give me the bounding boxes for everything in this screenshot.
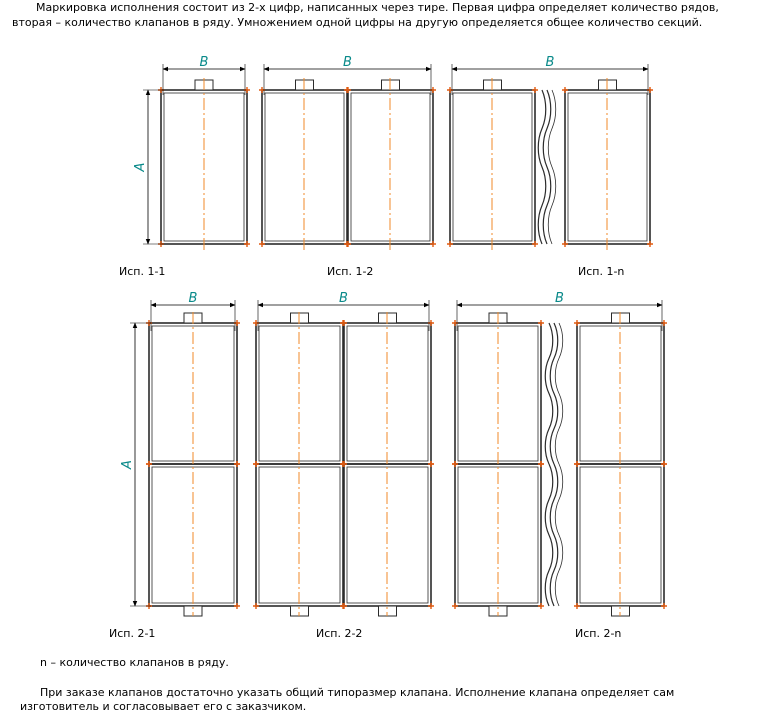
corner-mark xyxy=(430,241,436,247)
note-order-line-2: изготовитель и согласовывает его с заказчиком. xyxy=(20,700,307,713)
dimension-label-height: A xyxy=(120,460,135,469)
note-n-definition: n – количество клапанов в ряду. xyxy=(40,656,229,669)
break-line xyxy=(555,323,563,464)
caption-isp-2-n: Исп. 2-n xyxy=(575,627,622,640)
corner-mark xyxy=(562,241,568,247)
caption-isp-1-1: Исп. 1-1 xyxy=(119,265,166,278)
corner-mark xyxy=(532,87,538,93)
corner-mark xyxy=(447,241,453,247)
corner-mark xyxy=(538,320,544,326)
caption-isp-2-2: Исп. 2-2 xyxy=(316,627,363,640)
caption-isp-2-1: Исп. 2-1 xyxy=(109,627,156,640)
corner-mark xyxy=(562,87,568,93)
corner-mark xyxy=(259,241,265,247)
corner-mark xyxy=(538,461,544,467)
break-line xyxy=(543,90,551,244)
dimension-label-width: B xyxy=(555,291,564,306)
corner-mark xyxy=(341,603,347,609)
drawings-row-2 xyxy=(120,291,667,616)
intro-line-1: Маркировка исполнения состоит из 2-х цифр, написанных через тире. Первая цифра определяет количество рядов, xyxy=(36,1,719,14)
break-line xyxy=(545,323,553,464)
corner-mark xyxy=(647,241,653,247)
break-line xyxy=(545,464,553,606)
corner-mark xyxy=(253,603,259,609)
corner-mark xyxy=(341,461,347,467)
break-line xyxy=(538,90,546,244)
corner-mark xyxy=(345,241,351,247)
corner-mark xyxy=(428,461,434,467)
corner-mark xyxy=(345,87,351,93)
break-line xyxy=(550,464,558,606)
corner-mark xyxy=(661,603,667,609)
note-order-line-1: При заказе клапанов достаточно указать общий типоразмер клапана. Исполнение клапана определяет сам xyxy=(40,686,675,699)
corner-mark xyxy=(253,461,259,467)
drawings-row-1 xyxy=(133,55,653,252)
corner-mark xyxy=(538,603,544,609)
corner-mark xyxy=(532,241,538,247)
break-line xyxy=(548,90,556,244)
corner-mark xyxy=(341,320,347,326)
corner-mark xyxy=(234,461,240,467)
caption-isp-1-2: Исп. 1-2 xyxy=(327,265,374,278)
corner-mark xyxy=(244,241,250,247)
dimension-label-width: B xyxy=(188,291,198,306)
corner-mark xyxy=(661,461,667,467)
corner-mark xyxy=(574,320,580,326)
corner-mark xyxy=(234,603,240,609)
corner-mark xyxy=(428,603,434,609)
dimension-label-width: B xyxy=(343,55,352,70)
corner-mark xyxy=(574,461,580,467)
corner-mark xyxy=(146,461,152,467)
dimension-label-width: B xyxy=(339,291,348,306)
dimension-label-height: A xyxy=(133,162,148,172)
caption-isp-1-n: Исп. 1-n xyxy=(578,265,625,278)
dimension-label-width: B xyxy=(199,55,209,70)
break-line xyxy=(555,464,563,606)
break-line xyxy=(550,323,558,464)
corner-mark xyxy=(574,603,580,609)
corner-mark xyxy=(452,603,458,609)
dimension-label-width: B xyxy=(545,55,555,70)
intro-line-2: вторая – количество клапанов в ряду. Умножением одной цифры на другую определяется общее количество секций. xyxy=(12,16,703,29)
corner-mark xyxy=(452,461,458,467)
